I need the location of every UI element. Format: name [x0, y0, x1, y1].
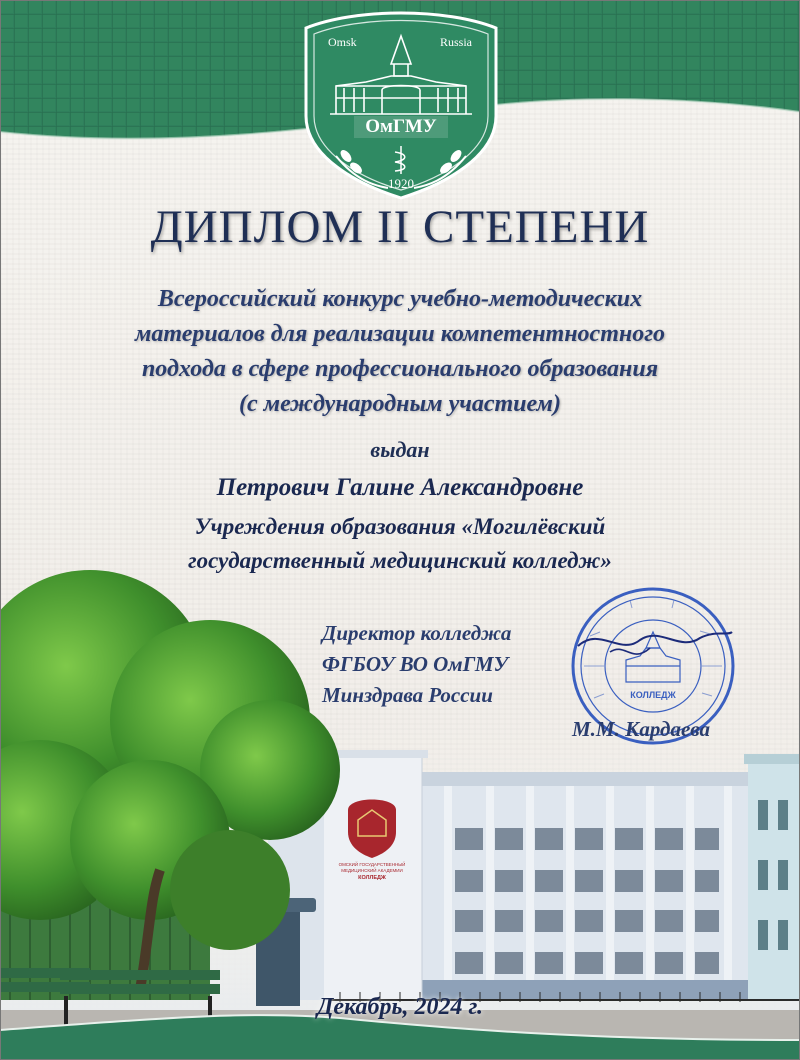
- recipient-institution: [0, 510, 800, 578]
- sign-line: ОМСКИЙ ГОСУДАРСТВЕННЫЙ: [338, 862, 406, 867]
- logo-name: ОмГМУ: [365, 116, 437, 137]
- diploma-title: ДИПЛОМ II СТЕПЕНИ: [150, 201, 650, 253]
- contest-line: подхода в сфере профессионального образования: [141, 356, 659, 382]
- position-line: Минздрава России: [322, 683, 493, 707]
- sign-line: КОЛЛЕДЖ: [358, 875, 386, 881]
- omgmu-logo: [296, 6, 506, 202]
- contest-line: (с международным участием): [239, 391, 561, 417]
- stamp-label: КОЛЛЕДЖ: [630, 690, 676, 700]
- signatory-position: [322, 618, 511, 711]
- logo-russia-label: Russia: [440, 35, 473, 49]
- logo-omsk-label: Omsk: [328, 35, 357, 49]
- issued-label: выдан: [370, 437, 430, 462]
- contest-line: материалов для реализации компетентностного: [134, 321, 666, 347]
- logo-year: 1920: [388, 176, 414, 191]
- recipient-name: Петрович Галине Александровне: [216, 474, 584, 501]
- sign-line: МЕДИЦИНСКИЙ АКАДЕМИИ: [341, 868, 403, 873]
- position-line: ФГБОУ ВО ОмГМУ: [322, 652, 509, 676]
- contest-name: [0, 282, 800, 422]
- signer-name: М.М. Кардаева: [572, 717, 711, 741]
- institution-line: Учреждения образования «Могилёвский: [194, 514, 606, 539]
- position-line: Директор колледжа: [322, 621, 512, 645]
- issue-date: Декабрь, 2024 г.: [316, 994, 484, 1020]
- institution-line: государственный медицинский колледж»: [188, 548, 612, 573]
- contest-line: Всероссийский конкурс учебно-методических: [157, 286, 643, 312]
